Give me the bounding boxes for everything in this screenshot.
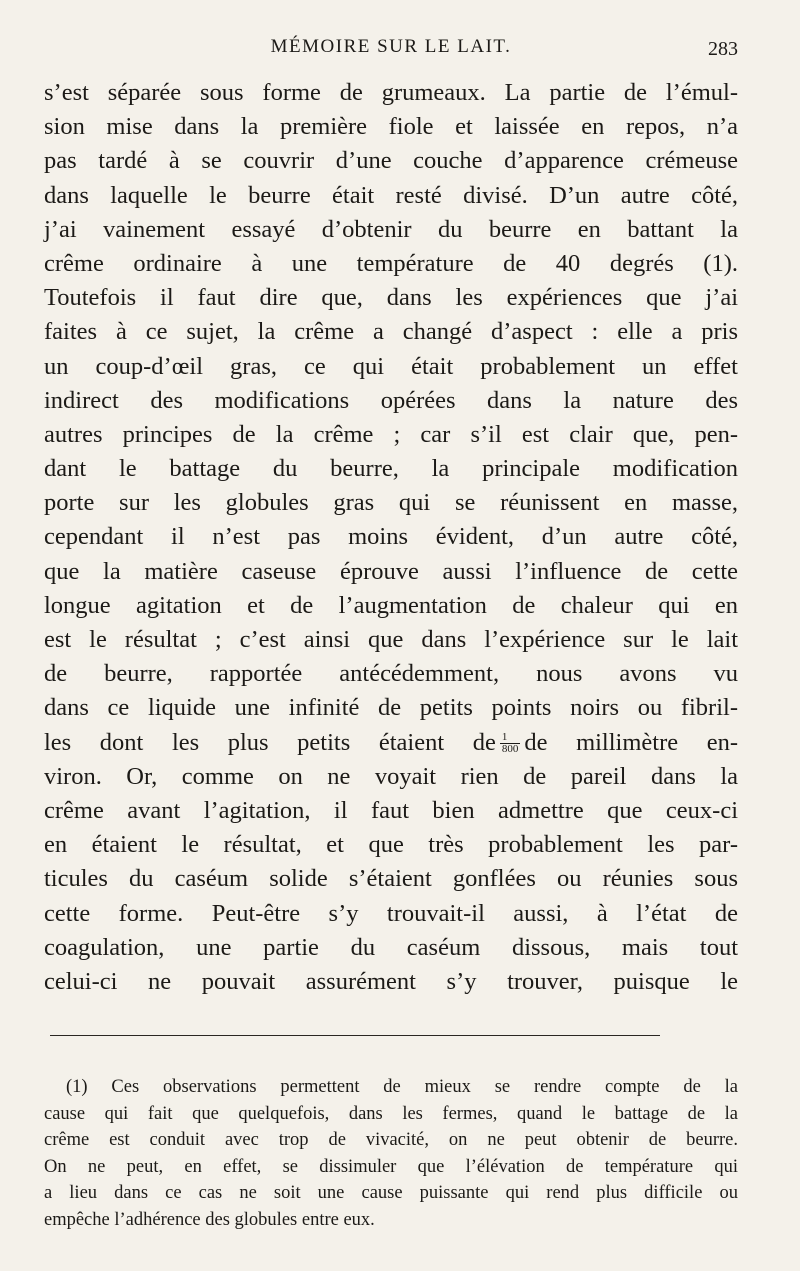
body-line: longue agitation et de l’augmentation de chaleur qui en bbox=[44, 591, 738, 619]
body-line: porte sur les globules gras qui se réunissent en masse, bbox=[44, 489, 738, 517]
running-title: MÉMOIRE SUR LE LAIT. bbox=[270, 36, 512, 57]
footnote bbox=[44, 1074, 738, 1234]
fraction bbox=[500, 732, 521, 755]
body-line: viron. Or, comme on ne voyait rien de pareil dans la bbox=[44, 762, 738, 790]
body-line: ticules du caséum solide s’étaient gonflées ou réunies sous bbox=[44, 865, 738, 893]
body-line: dans laquelle le beurre était resté divisé. D’un autre côté, bbox=[44, 181, 738, 209]
body-line: que la matière caseuse éprouve aussi l’influence de cette bbox=[44, 557, 738, 585]
body-line: j’ai vainement essayé d’obtenir du beurre en battant la bbox=[44, 215, 738, 243]
body-line: faites à ce sujet, la crême a changé d’aspect : elle a pris bbox=[44, 318, 738, 346]
page-number: 283 bbox=[708, 38, 738, 60]
fraction-line-after: de millimètre en- bbox=[524, 728, 738, 756]
body-line: s’est séparée sous forme de grumeaux. La partie de l’émul- bbox=[44, 79, 738, 106]
footnote-line: cause qui fait que quelquefois, dans les fermes, quand le battage de la bbox=[44, 1103, 738, 1124]
body-line: autres principes de la crême ; car s’il est clair que, pen- bbox=[44, 420, 738, 448]
body-line: cependant il n’est pas moins évident, d’un autre côté, bbox=[44, 523, 738, 551]
body-line: indirect des modifications opérées dans la nature des bbox=[44, 386, 738, 414]
footnote-line: crême est conduit avec trop de vivacité, on ne peut obtenir de beurre. bbox=[44, 1130, 738, 1151]
fraction-numerator: 1 bbox=[500, 732, 521, 744]
body-line: cette forme. Peut-être s’y trouvait-il aussi, à l’état de bbox=[44, 899, 738, 927]
footnote-divider bbox=[50, 1035, 660, 1036]
footnote-line: (1) Ces observations permettent de mieux se rendre compte de la bbox=[66, 1077, 738, 1098]
body-line-with-fraction bbox=[44, 726, 738, 760]
fraction-denominator: 800 bbox=[501, 743, 519, 756]
footnote-line: a lieu dans ce cas ne soit une cause puissante qui rend plus difficile ou bbox=[44, 1183, 738, 1204]
body-line: dant le battage du beurre, la principale modification bbox=[44, 455, 738, 483]
body-line: est le résultat ; c’est ainsi que dans l’expérience sur le lait bbox=[44, 626, 738, 653]
body-line: dans ce liquide une infinité de petits points noirs ou fibril- bbox=[44, 694, 738, 722]
body-line: crême avant l’agitation, il faut bien admettre que ceux-ci bbox=[44, 796, 738, 824]
running-head bbox=[44, 30, 738, 76]
body-text bbox=[44, 76, 738, 999]
body-line: pas tardé à se couvrir d’une couche d’apparence crémeuse bbox=[44, 147, 738, 175]
body-line: coagulation, une partie du caséum dissous, mais tout bbox=[44, 933, 738, 961]
body-line: sion mise dans la première fiole et laissée en repos, n’a bbox=[44, 113, 738, 141]
footnote-line: empêche l’adhérence des globules entre eux. bbox=[44, 1210, 375, 1231]
footnote-line: On ne peut, en effet, se dissimuler que l’élévation de température qui bbox=[44, 1156, 738, 1177]
body-line: celui-ci ne pouvait assurément s’y trouver, puisque le bbox=[44, 967, 738, 995]
fraction-line-before: les dont les plus petits étaient de bbox=[44, 728, 496, 756]
body-line: crême ordinaire à une température de 40 degrés (1). bbox=[44, 249, 738, 277]
body-line: en étaient le résultat, et que très probablement les par- bbox=[44, 831, 738, 859]
body-line: un coup-d’œil gras, ce qui était probablement un effet bbox=[44, 352, 738, 380]
body-line: Toutefois il faut dire que, dans les expériences que j’ai bbox=[44, 284, 738, 312]
body-line: de beurre, rapportée antécédemment, nous avons vu bbox=[44, 660, 738, 688]
